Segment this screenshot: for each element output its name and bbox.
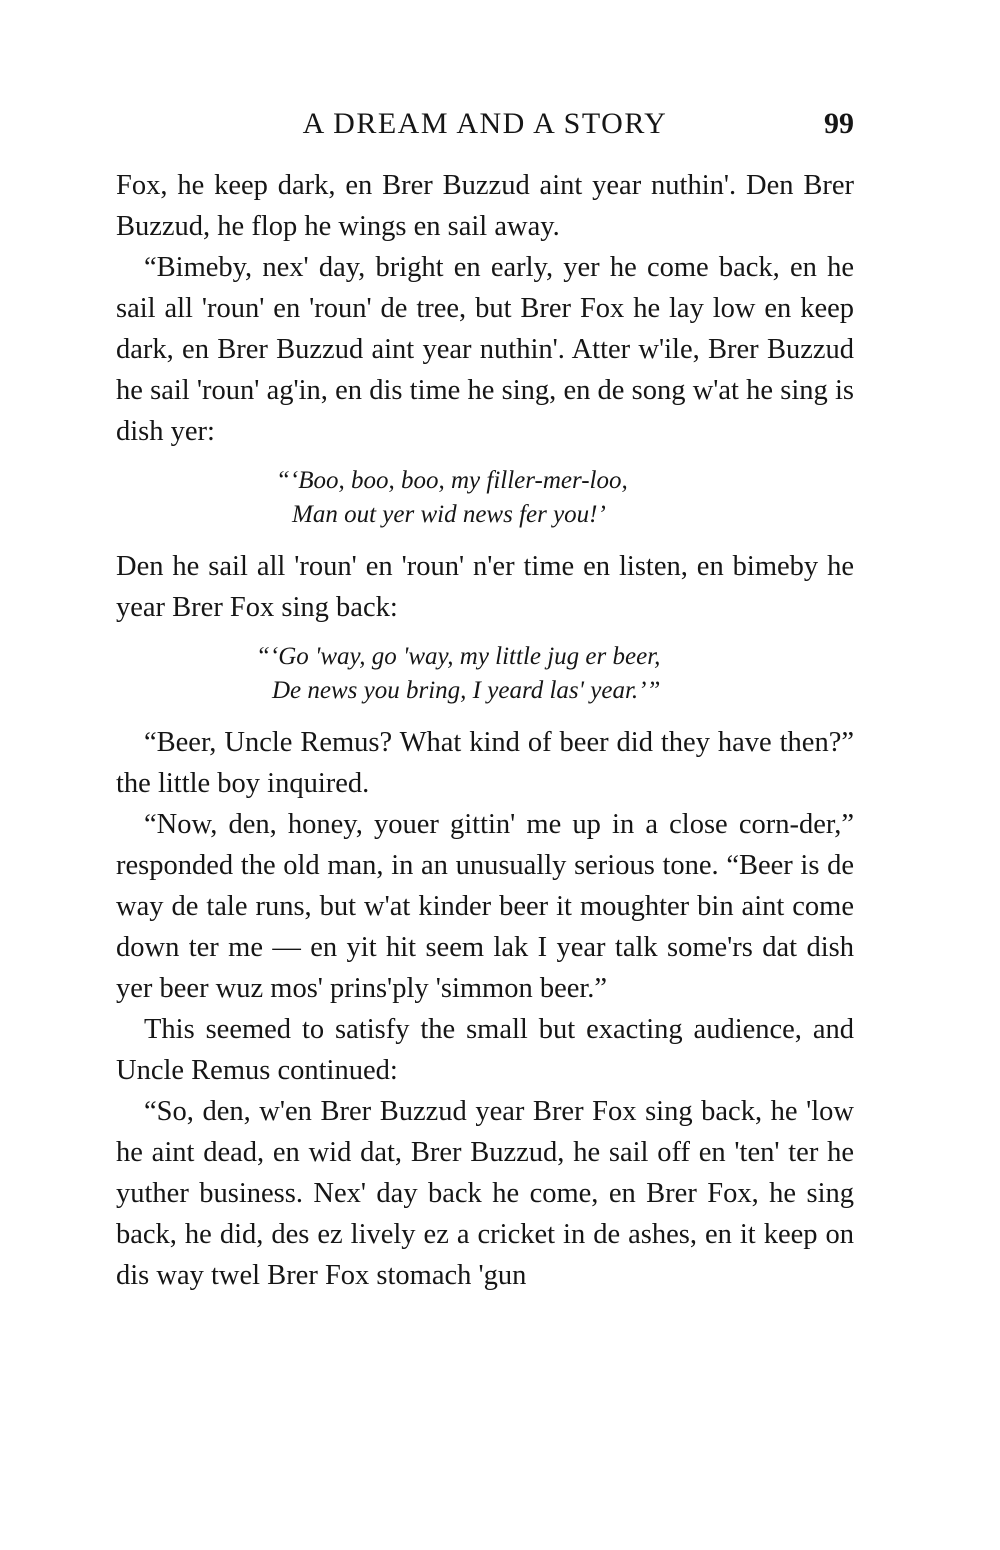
- verse-line: “‘Go 'way, go 'way, my little jug er beer,: [256, 643, 661, 670]
- page-number: 99: [824, 107, 854, 140]
- paragraph: “Bimeby, nex' day, bright en early, yer he come back, en he sail all 'roun' en 'roun' de tree, but Brer Fox he lay low en keep dark, en Brer Buzzud aint year nuthin'. Atter w'ile, Brer Buzzud he sail 'roun' ag'in, en dis time he sing, en de song w'at he sing is dish yer:: [116, 252, 854, 447]
- body-text: [116, 165, 854, 1296]
- paragraph: “Now, den, honey, youer gittin' me up in a close corn-der,” responded the old man, in an unusually serious tone. “Beer is de way de tale runs, but w'at kinder beer it moughter bin aint come down ter me — en yit hit seem lak I year talk some'rs dat dish yer beer wuz mos' prins'ply 'simmon beer.”: [116, 809, 854, 1004]
- verse-buzzard-song: [116, 464, 854, 532]
- paragraph: Fox, he keep dark, en Brer Buzzud aint year nuthin'. Den Brer Buzzud, he flop he wings en sail away.: [116, 170, 854, 242]
- running-head: [116, 104, 854, 144]
- paragraph: “So, den, w'en Brer Buzzud year Brer Fox sing back, he 'low he aint dead, en wid dat, Brer Buzzud, he sail off en 'ten' ter he yuther business. Nex' day back he come, en Brer Fox, he sing back, he did, des ez lively ez a cricket in de ashes, en it keep on dis way twel Brer Fox stomach 'gun: [116, 1096, 854, 1291]
- running-title: A DREAM AND A STORY: [302, 107, 668, 140]
- paragraph: Den he sail all 'roun' en 'roun' n'er time en listen, en bimeby he year Brer Fox sing back:: [116, 551, 854, 623]
- paragraph: This seemed to satisfy the small but exacting audience, and Uncle Remus continued:: [116, 1014, 854, 1086]
- verse-fox-song: [116, 640, 854, 708]
- verse-line: Man out yer wid news fer you!’: [292, 501, 606, 528]
- verse-line: “‘Boo, boo, boo, my filler-mer-loo,: [276, 467, 628, 494]
- paragraph: “Beer, Uncle Remus? What kind of beer did they have then?” the little boy inquired.: [116, 727, 854, 799]
- verse-line: De news you bring, I yeard las' year.’”: [272, 677, 661, 704]
